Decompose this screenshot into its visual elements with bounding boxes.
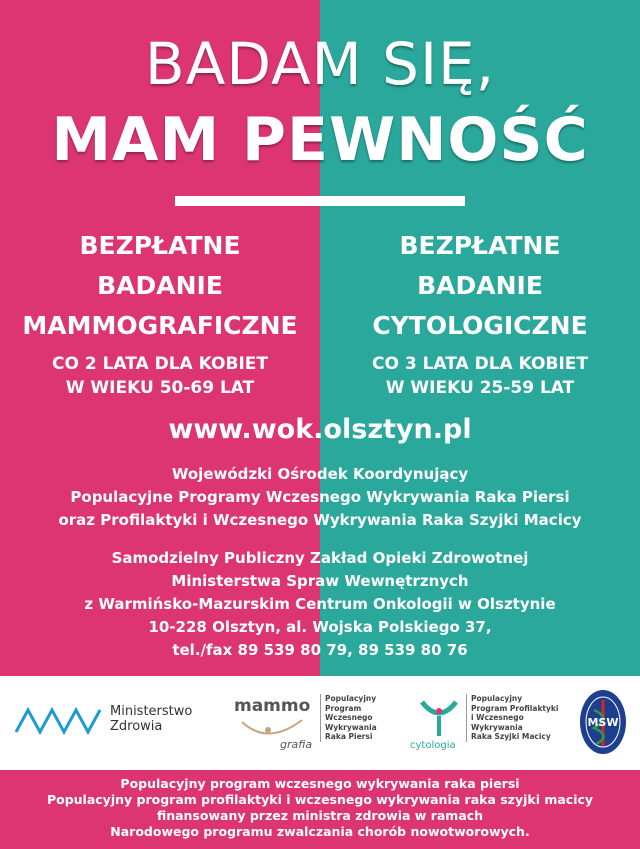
footer-line-4: Narodowego programu zwalczania chorób nowotworowych. <box>110 824 530 839</box>
mammography-sub-1: CO 2 LATA DLA KOBIET <box>52 354 268 374</box>
cytology-column <box>320 226 640 400</box>
cytologia-logo <box>410 690 570 760</box>
mammo-program-3: Wczesnego <box>325 713 373 722</box>
mammography-heading-2: BADANIE <box>97 271 223 300</box>
cytology-sub-1: CO 3 LATA DLA KOBIET <box>372 354 588 374</box>
mammo-word: mammo <box>234 696 311 716</box>
ministry-zigzag-icon <box>14 702 106 736</box>
info2-line-1: Samodzielny Publiczny Zakład Opieki Zdrowotnej <box>111 549 529 567</box>
mammography-heading-1: BEZPŁATNE <box>79 231 241 260</box>
cyto-program-5: Raka Szyjki Macicy <box>471 732 551 741</box>
logo-strip <box>0 676 640 770</box>
mammography-heading-3: MAMMOGRAFICZNE <box>22 311 298 340</box>
title-line-1: BADAM SIĘ, <box>144 30 496 98</box>
cytology-subtext <box>320 352 640 400</box>
cytology-figure-icon <box>420 698 458 738</box>
cytology-sub-2: W WIEKU 25-59 LAT <box>385 378 575 398</box>
hospital-contact-info <box>0 547 640 662</box>
footer-line-1: Populacyjny program wczesnego wykrywania raka piersi <box>120 776 520 791</box>
cyto-program-4: Wykrywania <box>471 722 523 732</box>
mammography-sub-2: W WIEKU 50-69 LAT <box>65 378 255 398</box>
title-line-2: MAM PEWNOŚĆ <box>51 105 589 175</box>
coordinating-center-info <box>0 463 640 532</box>
mammo-program-2: Program <box>325 703 362 713</box>
cytology-heading-2: BADANIE <box>417 271 543 300</box>
info2-line-4: 10-228 Olsztyn, al. Wojska Polskiego 37, <box>148 618 492 636</box>
cyto-word: cytologia <box>410 740 456 751</box>
mswia-text: MSW <box>587 716 619 729</box>
footer-line-3: finansowany przez ministra zdrowia w ramach <box>156 808 484 823</box>
info2-line-5: tel./fax 89 539 80 79, 89 539 80 76 <box>172 641 468 659</box>
mswia-emblem <box>578 688 628 756</box>
mammo-program-1: Populacyjny <box>325 694 377 703</box>
info2-line-2: Ministerstwa Spraw Wewnętrznych <box>171 572 469 590</box>
info2-line-3: z Warmińsko-Mazurskim Centrum Onkologii w Olsztynie <box>84 595 556 613</box>
mammo-program-4: Wykrywania <box>325 722 377 732</box>
mammografia-logo <box>232 690 382 760</box>
info1-line-1: Wojewódzki Ośrodek Koordynujący <box>171 465 469 483</box>
ministry-name-1: Ministerstwo <box>110 704 193 719</box>
title-divider <box>175 196 465 206</box>
footer-line-2: Populacyjny program profilaktyki i wczesnego wykrywania raka szyjki macicy <box>46 792 594 807</box>
cyto-program-1: Populacyjny <box>471 694 523 703</box>
info1-line-3: oraz Profilaktyki i Wczesnego Wykrywania Raka Szyjki Macicy <box>58 511 582 529</box>
cyto-program-2: Program Profilaktyki <box>471 703 559 713</box>
mammo-grafia-word: grafia <box>280 738 313 751</box>
ministry-of-health-logo <box>14 702 193 740</box>
mammography-column <box>0 226 320 400</box>
mammography-subtext <box>0 352 320 400</box>
mammo-program-text <box>320 694 377 742</box>
mammo-program-5: Raka Piersi <box>325 732 373 741</box>
cyto-program-text <box>466 694 558 742</box>
cytology-heading-1: BEZPŁATNE <box>399 231 561 260</box>
ministry-name-2: Zdrowia <box>110 719 163 734</box>
cyto-program-3: i Wczesnego <box>471 713 524 722</box>
footer-funding-info <box>0 770 640 849</box>
cytology-heading-3: CYTOLOGICZNE <box>372 311 588 340</box>
info1-line-2: Populacyjne Programy Wczesnego Wykrywania Raka Piersi <box>70 488 570 506</box>
website-url: www.wok.olsztyn.pl <box>168 414 472 445</box>
